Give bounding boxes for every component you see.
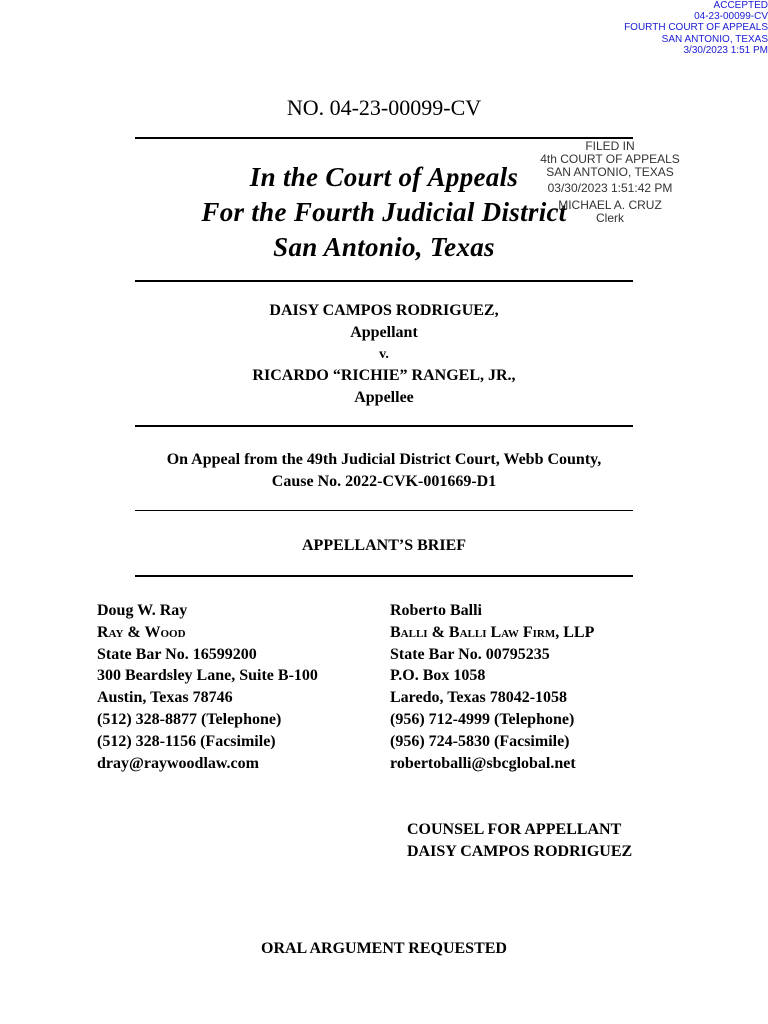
accepted-stamp-city: SAN ANTONIO, TEXAS	[661, 33, 768, 45]
filed-stamp-court: 4th COURT OF APPEALS	[540, 152, 680, 166]
counsel-left-bar: State Bar No. 16599200	[97, 645, 257, 663]
versus: v.	[379, 346, 389, 362]
appeal-court-line: On Appeal from the 49th Judicial District Court, Webb County,	[166, 451, 602, 468]
counsel-right-email: robertoballi@sbcglobal.net	[390, 754, 576, 772]
counsel-right-address-2: Laredo, Texas 78042-1058	[390, 689, 568, 707]
counsel-right-firm: Balli & Balli Law Firm, LLP	[390, 623, 595, 641]
divider-after-title	[135, 575, 633, 577]
court-heading-line-2: For the Fourth Judicial District	[201, 197, 567, 227]
filed-stamp-clerk-name: MICHAEL A. CRUZ	[558, 198, 662, 212]
divider-after-court	[135, 280, 633, 282]
counsel-right-address-1: P.O. Box 1058	[390, 667, 486, 685]
counsel-left-phone: (512) 328-8877 (Telephone)	[97, 710, 282, 728]
oral-argument-requested: ORAL ARGUMENT REQUESTED	[261, 940, 507, 957]
filed-stamp-datetime: 03/30/2023 1:51:42 PM	[547, 181, 673, 195]
brief-title: APPELLANT’S BRIEF	[301, 537, 467, 554]
parties-block	[0, 300, 768, 409]
filed-stamp-city: SAN ANTONIO, TEXAS	[546, 165, 674, 179]
accepted-stamp-datetime: 3/30/2023 1:51 PM	[683, 44, 768, 56]
counsel-left-fax: (512) 328-1156 (Facsimile)	[97, 732, 276, 750]
court-heading-line-3: San Antonio, Texas	[273, 232, 495, 262]
filed-stamp	[528, 140, 692, 225]
accepted-stamp-status: ACCEPTED	[713, 0, 768, 11]
counsel-left-address-1: 300 Beardsley Lane, Suite B-100	[97, 667, 318, 685]
appeal-info	[0, 449, 768, 493]
counsel-left-email: dray@raywoodlaw.com	[97, 754, 259, 772]
court-heading-line-1: In the Court of Appeals	[249, 162, 519, 192]
accepted-stamp	[468, 0, 768, 56]
counsel-right-bar: State Bar No. 00795235	[390, 645, 550, 663]
filed-stamp-label: FILED IN	[585, 139, 635, 153]
counsel-right-phone: (956) 712-4999 (Telephone)	[390, 710, 575, 728]
counsel-for-line-2: DAISY CAMPOS RODRIGUEZ	[407, 843, 633, 860]
divider-after-parties	[135, 425, 633, 427]
appellant-name: DAISY CAMPOS RODRIGUEZ,	[269, 302, 499, 319]
appeal-cause-number: Cause No. 2022-CVK-001669-D1	[271, 473, 497, 490]
counsel-left	[97, 600, 318, 774]
divider-top	[135, 137, 633, 139]
counsel-left-name: Doug W. Ray	[97, 602, 188, 619]
counsel-for-block	[407, 819, 632, 863]
counsel-left-address-2: Austin, Texas 78746	[97, 689, 233, 707]
accepted-stamp-court: FOURTH COURT OF APPEALS	[624, 22, 768, 34]
divider-after-appeal	[135, 510, 633, 511]
appellee-role: Appellee	[354, 389, 414, 407]
counsel-for-line-1: COUNSEL FOR APPELLANT	[407, 821, 622, 838]
counsel-left-firm: Ray & Wood	[97, 623, 186, 641]
appellee-name: RICARDO “RICHIE” RANGEL, JR.,	[252, 367, 516, 385]
appellant-role: Appellant	[350, 323, 418, 341]
counsel-right	[390, 600, 594, 774]
case-number: NO. 04-23-00099-CV	[286, 95, 482, 120]
filed-stamp-clerk-title: Clerk	[595, 211, 624, 225]
accepted-stamp-case: 04-23-00099-CV	[694, 11, 768, 23]
counsel-right-fax: (956) 724-5830 (Facsimile)	[390, 732, 570, 750]
counsel-right-name: Roberto Balli	[390, 602, 482, 619]
